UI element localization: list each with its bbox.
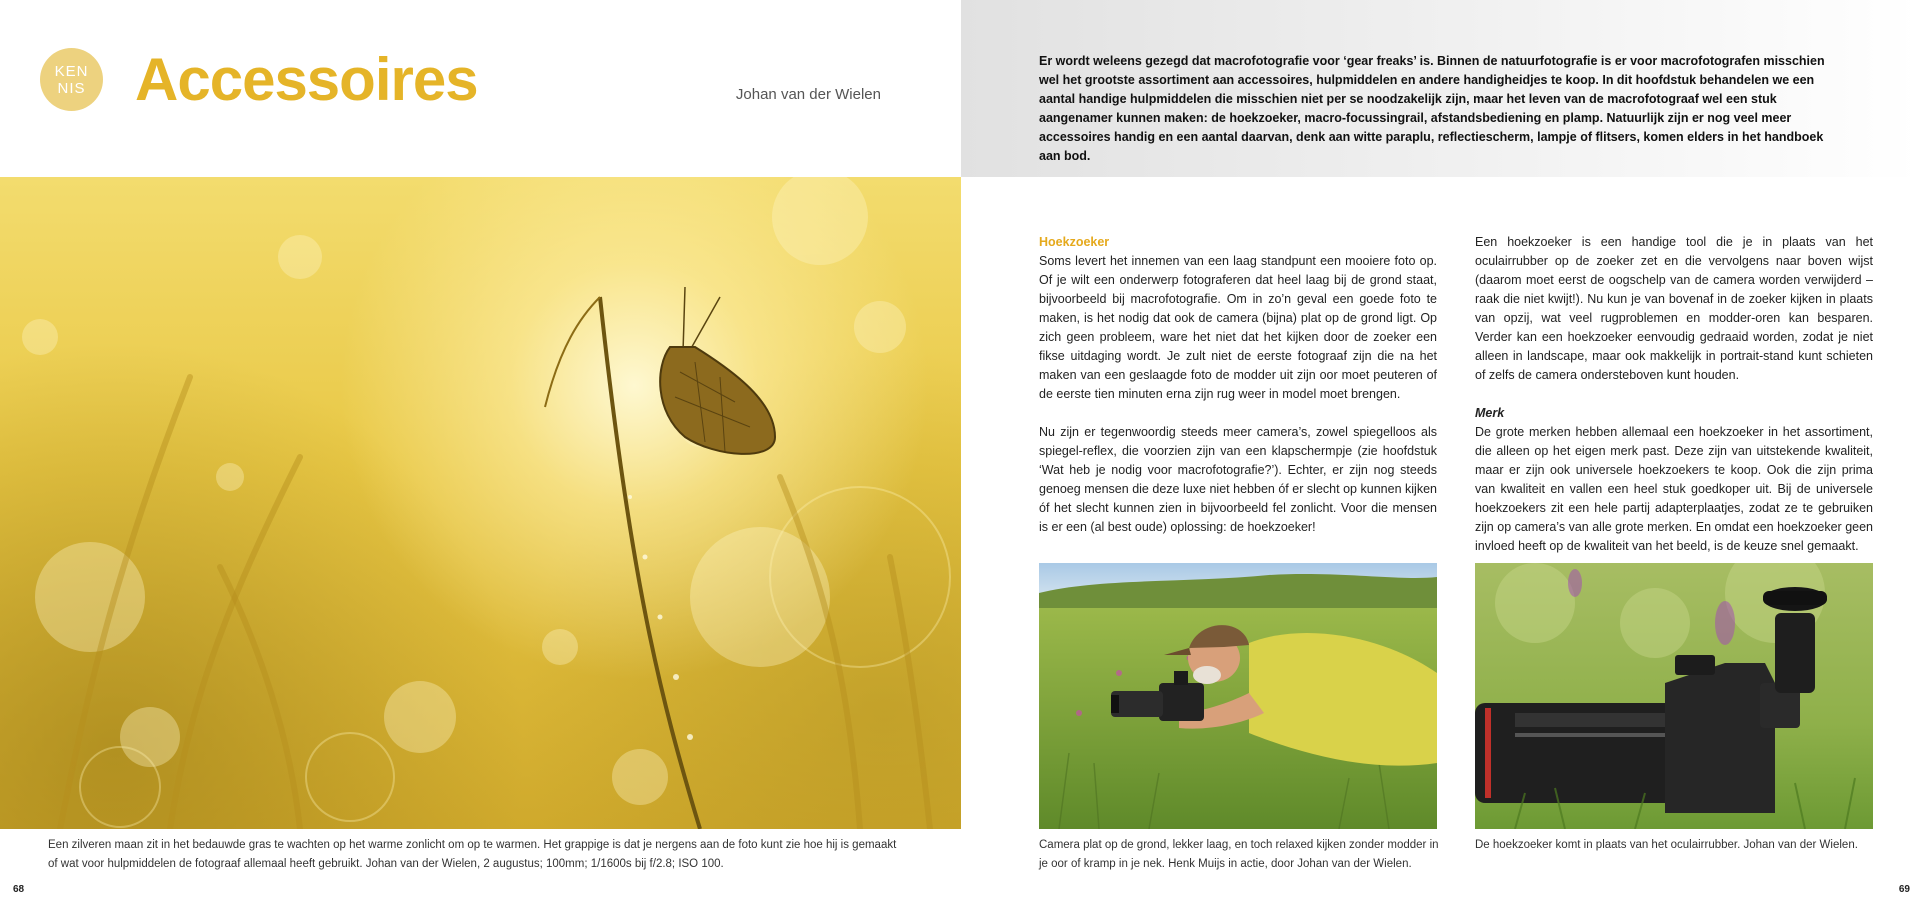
intro-paragraph: Er wordt weleens gezegd dat macrofotografie voor ‘gear freaks’ is. Binnen de natuurfotografie is er voor macrofotografen misschien wel het grootste assortiment aan accessoires, hulpmiddelen en andere handigheidjes te koop. In dit hoofdstuk behandelen we een aantal handige hulpmiddelen die misschien niet per se noodzakelijk zijn, maar het leven van de macrofotograaf wel een stuk aangenamer kunnen maken: de hoekzoeker, macro-focussingrail, afstandsbediening en plamp. Natuurlijk zijn er nog veel meer accessoires handig en een aantal daarvan, denk aan witte paraplu, reflectiescherm, lampje of flitsers, komen elders in het handboek aan bod. [1039, 54, 1825, 163]
photographer-photo [1039, 563, 1437, 829]
text-column-2 [1475, 233, 1873, 575]
page-number-left: 68 [13, 884, 25, 895]
right-page [961, 0, 1920, 908]
paragraph: Een hoekzoeker is een handige tool die je in plaats van het oculairrubber op de zoeker zet en die vervolgens naar boven wijst (daarom moet eerst de oogschelp van de camera worden verwijderd – raak die niet kwijt!). Nu kun je van bovenaf in de zoeker kijken in plaats van opzij, wat veel rugproblemen en modder-oren kan besparen. Verder kan een hoekzoeker eenvoudig gedraaid worden, zodat je niet alleen in landscape, maar ook makkelijk in portrait-stand kunt schieten of zelfs de camera ondersteboven kunt houden. [1475, 235, 1873, 382]
sub-heading: Merk [1475, 406, 1505, 420]
angle-finder-photo [1475, 563, 1873, 829]
page-title: Accessoires [135, 46, 478, 113]
photographer-photo-illustration [1039, 563, 1437, 829]
author-name: Johan van der Wielen [735, 86, 881, 103]
photo-caption-a: Camera plat op de grond, lekker laag, en toch relaxed kijken zonder modder in je oor of kramp in je nek. Henk Muijs in actie, door Johan van der Wielen. [1039, 839, 1439, 870]
kennis-badge [40, 48, 103, 111]
paragraph: Nu zijn er tegenwoordig steeds meer camera’s, zowel spiegelloos als spiegel-reflex, die voorzien zijn van een klapschermpje (zie hoofdstuk ‘Wat heb je nodig voor macrofotografie?’). Echter, er zijn nog steeds genoeg mensen die deze luxe niet hebben óf er slecht op kunnen kijken óf het slecht kunnen zien in bijvoorbeeld fel zonlicht. Voor die mensen is er een (al best oude) oplossing: de hoekzoeker! [1039, 425, 1437, 534]
photo-caption-b: De hoekzoeker komt in plaats van het oculairrubber. Johan van der Wielen. [1475, 839, 1858, 851]
page-number-right: 69 [1898, 884, 1910, 895]
paragraph: Soms levert het innemen van een laag standpunt een mooiere foto op. Of je wilt een onderwerp fotograferen dat heel laag bij de grond staat, bijvoorbeeld bij macrofotografie. Om in zo’n geval een goede foto te maken, is het nodig dat ook de camera (bijna) plat op de grond ligt. Op zich geen probleem, ware het niet dat het kijken door de zoeker een fikse uitdaging wordt. Je zult niet de eerste fotograaf zijn die na het maken van een geslaagde foto de modder uit zijn oor moet peuteren of de eerste tien minuten erna zijn rug weer in model moet brengen. [1039, 254, 1437, 401]
butterfly-photo-illustration [0, 177, 961, 829]
badge-line-1: KEN [54, 62, 89, 80]
badge-line-2: NIS [57, 79, 86, 97]
photo-caption: Een zilveren maan zit in het bedauwde gras te wachten op het warme zonlicht om op te warmen. Het grappige is dat je nergens aan de foto kunt zie hoe hij is gemaakt of wat voor hulpmiddelen de fotograaf allemaal heeft gebruikt. Johan van der Wielen, 2 augustus; 100mm; 1/1600s bij f/2.8; ISO 100. [48, 839, 897, 870]
paragraph: De grote merken hebben allemaal een hoekzoeker in het assortiment, die alleen op het eigen merk past. Deze zijn van uitstekende kwaliteit, maar er zijn ook universele hoekzoekers te koop. Ook die zijn prima van kwaliteit en vallen een heel stuk goedkoper uit. Bij de universele hoekzoekers zit een hele partij adapterplaatjes, zodat ze te gebruiken zijn op camera’s van alle grote merken. En omdat een hoekzoeker geen invloed heeft op de kwaliteit van het beeld, is de keuze snel gemaakt. [1475, 425, 1873, 553]
butterfly-photo [0, 177, 961, 829]
angle-finder-photo-illustration [1475, 563, 1873, 829]
text-column-1 [1039, 233, 1437, 556]
section-heading: Hoekzoeker [1039, 235, 1110, 249]
